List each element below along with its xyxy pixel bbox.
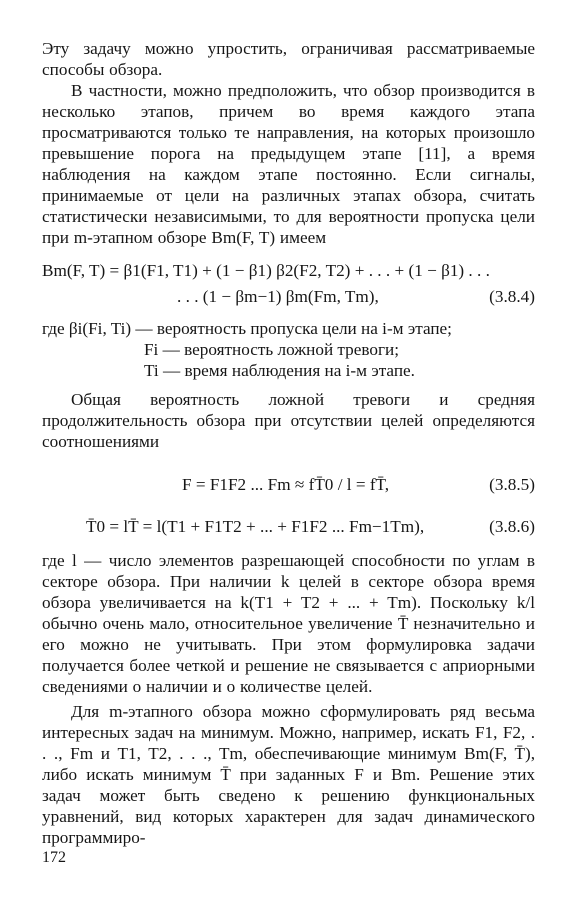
equation-3-8-5 <box>42 468 535 502</box>
equation-3-8-4-line2-body: . . . (1 − βm−1) βm(Fm, Tm), <box>177 287 379 306</box>
definition-f <box>42 339 535 360</box>
definition-t-text: Ti — время наблюдения на i-м этапе. <box>144 361 415 380</box>
paragraph-multistage: В частности, можно предположить, что обзор производится в несколько этапов, причем во время каждого этапа просматриваются только те направления, на которых произошло превышение порога на предыдущем этапе [11], а время наблюдения на каждом этапе постоянно. Если сигналы, принимаемые от цели на различных этапах обзора, считать статистически независимыми, то для вероятности пропуска цели при m-этапном обзоре Bm(F, T) имеем <box>42 81 535 247</box>
definitions-lead: где <box>42 319 65 338</box>
definition-beta-text: βi(Fi, Ti) — вероятность пропуска цели на i-м этапе; <box>68 319 452 338</box>
equation-3-8-4-line1-body: Bm(F, T) = β1(F1, T1) + (1 − β1) β2(F2, T2) + . . . + (1 − β1) . . . <box>42 261 490 280</box>
paragraph-false-alarm: Общая вероятность ложной тревоги и средняя продолжительность обзора при отсутствии целей определяются соотношениями <box>42 390 535 451</box>
definition-t <box>42 360 535 381</box>
equation-number-3-8-6: (3.8.6) <box>489 517 535 536</box>
equation-3-8-6 <box>42 514 535 540</box>
definitions-block <box>42 318 535 381</box>
paragraph-resolution: где l — число элементов разрешающей способности по углам в секторе обзора. При наличии k целей в секторе обзора время обзора увеличивается на k(T1 + T2 + ... + Tm). Поскольку k/l обычно очень мало, относительное увеличение T̄ незначительно и его можно не учитывать. При этом формулировка задачи получается более четкой и решение не связывается с априорными сведениями о наличии и о количестве целей. <box>42 551 535 696</box>
equation-number-3-8-4: (3.8.4) <box>489 287 535 306</box>
equation-3-8-4-line1 <box>42 258 535 284</box>
equation-3-8-4-line2 <box>42 284 535 310</box>
definition-beta <box>42 318 535 339</box>
paragraph-intro: Эту задачу можно упростить, ограничивая рассматриваемые способы обзора. <box>42 39 535 79</box>
equation-number-3-8-5: (3.8.5) <box>489 475 535 494</box>
equation-3-8-6-body: T̄0 = lT̄ = l(T1 + F1T2 + ... + F1F2 ... Fm−1Tm), <box>86 517 425 536</box>
definition-f-text: Fi — вероятность ложной тревоги; <box>144 340 399 359</box>
paragraph-minimum-tasks: Для m-этапного обзора можно сформулировать ряд весьма интересных задач на минимум. Можно, например, искать F1, F2, . . ., Fm и T1, T2, . . ., Tm, обеспечивающие минимум Bm(F, T̄), либо искать минимум T̄ при заданных F и Bm. Решение этих задач может быть сведено к решению функциональных уравнений, вид которых характерен для задач динамического программиро- <box>42 702 535 847</box>
equation-3-8-5-body: F = F1F2 ... Fm ≈ fT̄0 / l = fT̄, <box>182 475 390 494</box>
page-number: 172 <box>42 849 66 866</box>
